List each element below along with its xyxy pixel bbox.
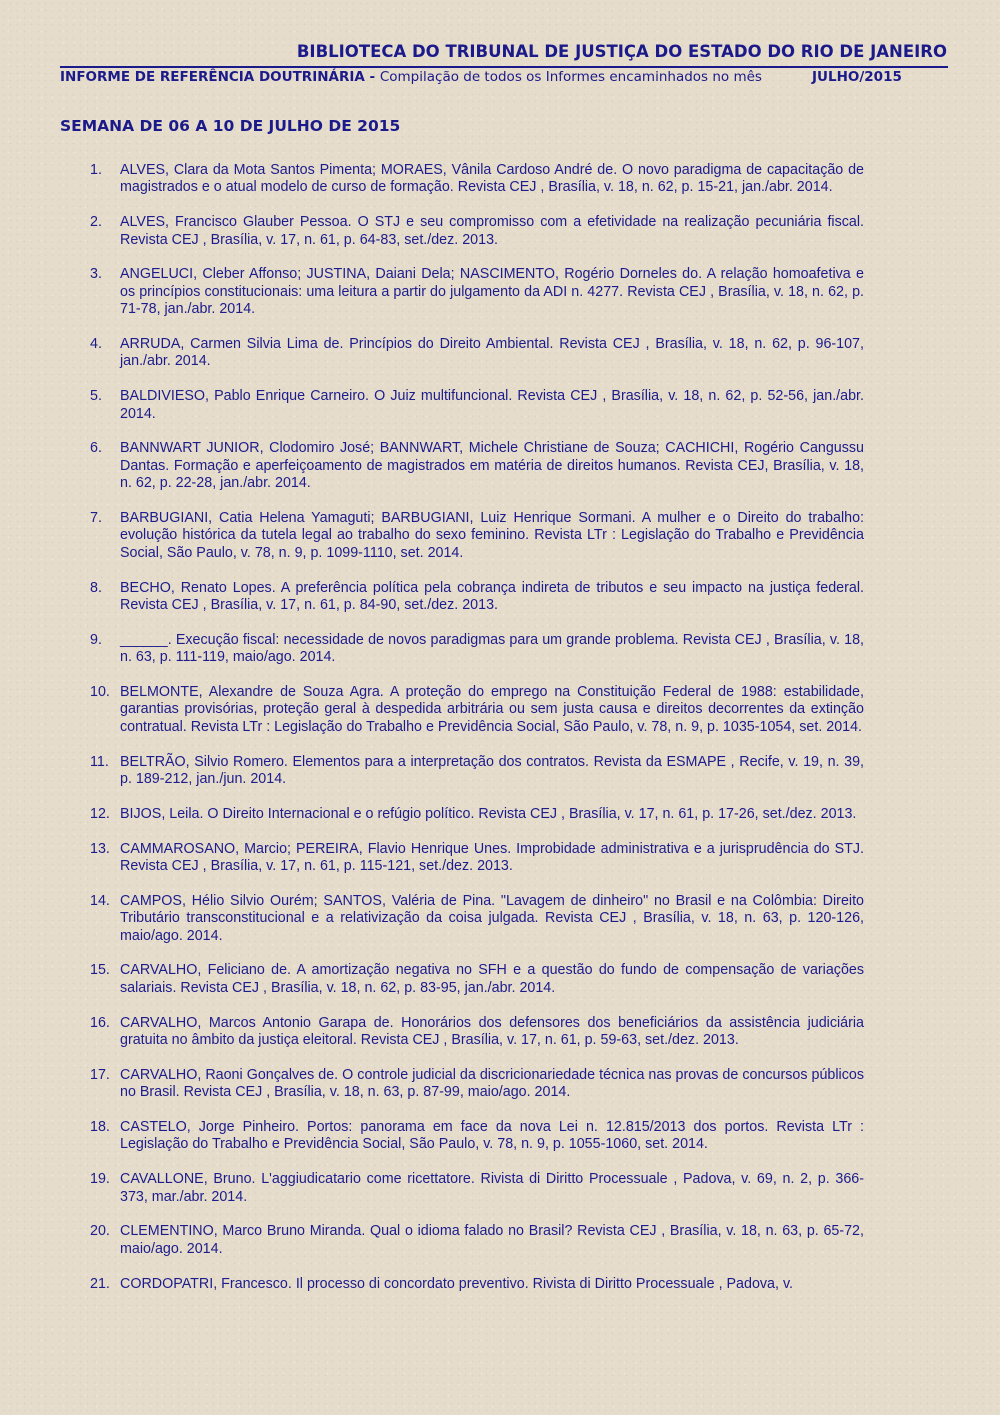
reference-text: ALVES, Francisco Glauber Pessoa. O STJ e seu compromisso com a efetividade na realização pecuniária fiscal. Revista CEJ , Brasília, v. 17, n. 61, p. 64-83, set./dez. 2013. — [120, 214, 864, 248]
reference-item — [90, 580, 864, 615]
reference-text: CARVALHO, Feliciano de. A amortização negativa no SFH e a questão do fundo de compensação de variações salariais. Revista CEJ , Brasília, v. 18, n. 62, p. 83-95, jan./abr. 2014. — [120, 962, 864, 996]
reference-item — [90, 893, 864, 945]
reference-item — [90, 266, 864, 318]
reference-text: ARRUDA, Carmen Silvia Lima de. Princípios do Direito Ambiental. Revista CEJ , Brasília, v. 18, n. 62, p. 96-107, jan./abr. 2014. — [120, 336, 864, 370]
reference-item — [90, 1119, 864, 1154]
reference-number: 5. — [90, 388, 102, 405]
reference-text: BANNWART JUNIOR, Clodomiro José; BANNWART, Michele Christiane de Souza; CACHICHI, Rogério Cangussu Dantas. Formação e aperfeiçoamento de magistrados em matéria de direitos humanos. Revista CEJ, Brasília, v. 18, n. 62, p. 22-28, jan./abr. 2014. — [120, 440, 864, 492]
report-month: JULHO/2015 — [812, 69, 902, 85]
reference-text: BALDIVIESO, Pablo Enrique Carneiro. O Juiz multifuncional. Revista CEJ , Brasília, v. 18, n. 62, p. 52-56, jan./abr. 2014. — [120, 388, 864, 422]
reference-number: 3. — [90, 266, 102, 283]
reference-text: CAMMAROSANO, Marcio; PEREIRA, Flavio Henrique Unes. Improbidade administrativa e a jurisprudência do STJ. Revista CEJ , Brasília, v. 17, n. 61, p. 115-121, set./dez. 2013. — [120, 840, 864, 875]
reference-text: ANGELUCI, Cleber Affonso; JUSTINA, Daiani Dela; NASCIMENTO, Rogério Dorneles do. A relação homoafetiva e os princípios constitucionais: uma leitura a partir do julgamento da ADI n. 4277. Revista CEJ , Brasília, v. 18, n. 62, p. 71-78, jan./abr. 2014. — [120, 266, 864, 318]
reference-number: 8. — [90, 579, 102, 596]
reference-number: 17. — [90, 1066, 110, 1083]
reference-text: CORDOPATRI, Francesco. Il processo di concordato preventivo. Rivista di Diritto Processuale , Padova, v. — [120, 1275, 794, 1292]
reference-item — [90, 962, 864, 997]
reference-number: 15. — [90, 962, 110, 979]
reference-number: 7. — [90, 510, 102, 527]
reference-number: 2. — [90, 214, 102, 231]
reference-item — [90, 214, 864, 249]
reference-item — [90, 754, 864, 789]
reference-text: BARBUGIANI, Catia Helena Yamaguti; BARBUGIANI, Luiz Henrique Sormani. A mulher e o Direito do trabalho: evolução histórica da tutela legal ao trabalho do sexo feminino. Revista LTr : Legislação do Trabalho e Previdência Social, São Paulo, v. 78, n. 9, p. 1099-1110, set. 2014. — [120, 510, 864, 561]
reference-item — [90, 632, 864, 667]
reference-item — [90, 388, 864, 423]
reference-item — [90, 1223, 864, 1258]
reference-item — [90, 336, 864, 371]
reference-item — [90, 841, 864, 876]
section-title: SEMANA DE 06 A 10 DE JULHO DE 2015 — [60, 117, 401, 135]
reference-item — [90, 1067, 864, 1102]
reference-item — [90, 806, 864, 823]
reference-number: 12. — [90, 805, 110, 822]
reference-number: 9. — [90, 631, 102, 648]
reference-text: CAMPOS, Hélio Silvio Ourém; SANTOS, Valéria de Pina. "Lavagem de dinheiro" no Brasil e na Colômbia: Direito Tributário transconstitucional e a relativização da coisa julgada. Revista CEJ , Brasília, v. 18, n. 63, p. 120-126, maio/ago. 2014. — [120, 892, 864, 944]
reference-item — [90, 440, 864, 492]
library-title: BIBLIOTECA DO TRIBUNAL DE JUSTIÇA DO ESTADO DO RIO DE JANEIRO — [296, 42, 947, 61]
reference-item — [90, 1015, 864, 1050]
reference-list — [90, 162, 864, 1310]
reference-text: BIJOS, Leila. O Direito Internacional e o refúgio político. Revista CEJ , Brasília, v. 17, n. 61, p. 17-26, set./dez. 2013. — [120, 805, 857, 822]
reference-text: BELTRÃO, Silvio Romero. Elementos para a interpretação dos contratos. Revista da ESMAPE , Recife, v. 19, n. 39, p. 189-212, jan./jun. 2014. — [120, 753, 864, 788]
reference-number: 13. — [90, 840, 110, 857]
reference-number: 20. — [90, 1223, 110, 1240]
report-description: Compilação de todos os Informes encaminhados no mês — [379, 69, 762, 85]
reference-item — [90, 1171, 864, 1206]
reference-number: 16. — [90, 1014, 110, 1031]
reference-text: CARVALHO, Raoni Gonçalves de. O controle judicial da discricionariedade técnica nas provas de concursos públicos no Brasil. Revista CEJ , Brasília, v. 18, n. 63, p. 87-99, maio/ago. 2014. — [120, 1066, 864, 1101]
reference-text: ______. Execução fiscal: necessidade de novos paradigmas para um grande problema. Revista CEJ , Brasília, v. 18, n. 63, p. 111-119, maio/ago. 2014. — [120, 631, 864, 666]
reference-text: CASTELO, Jorge Pinheiro. Portos: panorama em face da nova Lei n. 12.815/2013 dos portos. Revista LTr : Legislação do Trabalho e Previdência Social, São Paulo, v. 78, n. 9, p. 1055-1060, set. 2014. — [120, 1119, 864, 1153]
reference-number: 19. — [90, 1171, 110, 1188]
reference-text: CLEMENTINO, Marco Bruno Miranda. Qual o idioma falado no Brasil? Revista CEJ , Brasília, v. 18, n. 63, p. 65-72, maio/ago. 2014. — [120, 1223, 864, 1257]
reference-number: 6. — [90, 440, 102, 457]
reference-number: 1. — [90, 162, 102, 178]
reference-item — [90, 162, 864, 197]
report-name: INFORME DE REFERÊNCIA DOUTRINÁRIA - — [60, 69, 380, 85]
reference-number: 11. — [90, 753, 109, 770]
report-subtitle — [60, 69, 948, 85]
reference-number: 14. — [90, 892, 110, 909]
reference-number: 10. — [90, 684, 110, 701]
reference-text: ALVES, Clara da Mota Santos Pimenta; MORAES, Vânila Cardoso André de. O novo paradigma de capacitação de magistrados e o atual modelo de curso de formação. Revista CEJ , Brasília, v. 18, n. 62, p. 15-21, jan./abr. 2014. — [120, 162, 864, 196]
reference-text: CAVALLONE, Bruno. L'aggiudicatario come ricettatore. Rivista di Diritto Processuale , Padova, v. 69, n. 2, p. 366-373, mar./abr. 2014. — [120, 1171, 864, 1205]
reference-number: 21. — [90, 1275, 110, 1292]
reference-text: CARVALHO, Marcos Antonio Garapa de. Honorários dos defensores dos beneficiários da assistência judiciária gratuita no âmbito da justiça eleitoral. Revista CEJ , Brasília, v. 17, n. 61, p. 59-63, set./dez. 2013. — [120, 1014, 864, 1049]
reference-item — [90, 1276, 864, 1293]
reference-item — [90, 684, 864, 736]
reference-text: BECHO, Renato Lopes. A preferência política pela cobrança indireta de tributos e seu impacto na justiça federal. Revista CEJ , Brasília, v. 17, n. 61, p. 84-90, set./dez. 2013. — [120, 579, 864, 614]
reference-number: 4. — [90, 336, 102, 353]
reference-text: BELMONTE, Alexandre de Souza Agra. A proteção do emprego na Constituição Federal de 1988: estabilidade, garantias provisórias, proteção geral à despedida arbitrária ou sem justa causa e direitos decorrentes da extinção contratual. Revista LTr : Legislação do Trabalho e Previdência Social, São Paulo, v. 78, n. 9, p. 1035-1054, set. 2014. — [120, 684, 864, 735]
reference-number: 18. — [90, 1119, 110, 1136]
header-divider — [60, 66, 948, 68]
reference-item — [90, 510, 864, 562]
